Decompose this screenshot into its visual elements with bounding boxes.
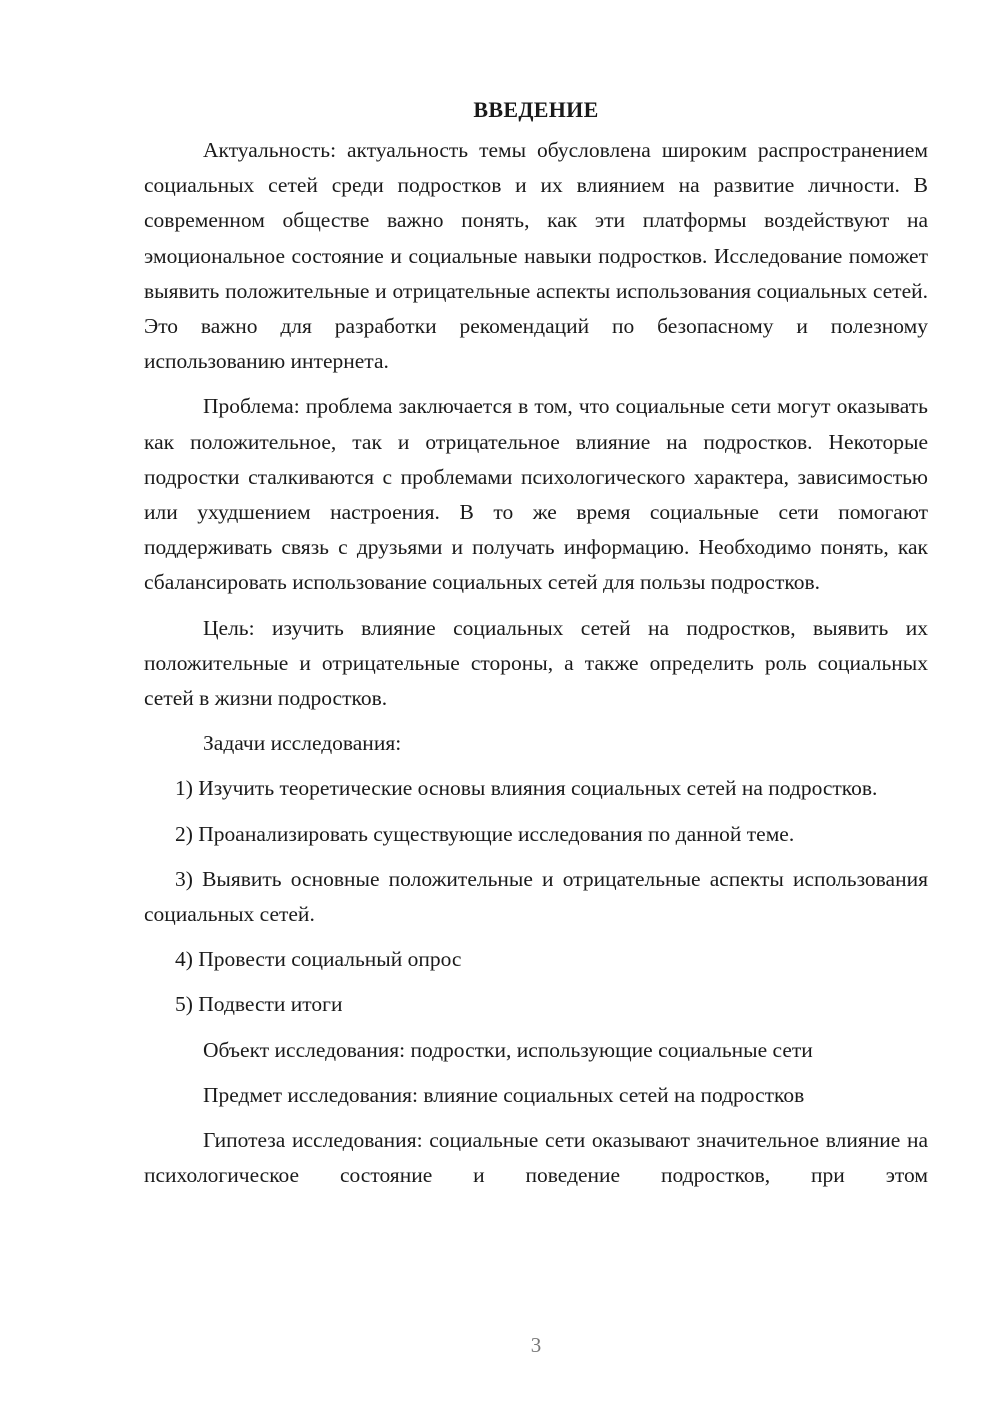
task-item-5: 5) Подвести итоги (175, 992, 343, 1017)
paragraph-goal: Цель: изучить влияние социальных сетей на подростков, выявить их положительные и отрицательные стороны, а также определить роль социальных сетей в жизни подростков. (144, 615, 928, 711)
paragraph-problem: Проблема: проблема заключается в том, что социальные сети могут оказывать как положительное, так и отрицательное влияние на подростков. Некоторые подростки сталкиваются с проблемами психологического характера, зависимостью или ухудшением настроения. В то же время социальные сети помогают поддерживать связь с друзьями и получать информацию. Необходимо понять, как сбалансировать использование социальных сетей для пользы подростков. (144, 394, 928, 595)
task-item-1: 1) Изучить теоретические основы влияния социальных сетей на подростков. (175, 776, 878, 801)
section-title: ВВЕДЕНИЕ (473, 97, 599, 122)
paragraph-relevance: Актуальность: актуальность темы обусловлена широким распространением социальных сетей среди подростков и их влиянием на развитие личности. В современном обществе важно понять, как эти платформы воздействуют на эмоциональное состояние и социальные навыки подростков. Исследование поможет выявить положительные и отрицательные аспекты использования социальных сетей. Это важно для разработки рекомендаций по безопасному и полезному использованию интернета. (144, 138, 928, 374)
task-item-4: 4) Провести социальный опрос (175, 947, 462, 972)
paragraph-subject: Предмет исследования: влияние социальных сетей на подростков (203, 1082, 805, 1107)
page-content (144, 93, 928, 1203)
paragraph-hypothesis: Гипотеза исследования: социальные сети оказывают значительное влияние на психологическое состояние и поведение подростков, при этом (144, 1128, 928, 1188)
page-number: 3 (530, 1333, 542, 1357)
task-item-3: 3) Выявить основные положительные и отрицательные аспекты использования социальных сетей. (144, 866, 928, 927)
paragraph-object: Объект исследования: подростки, использующие социальные сети (203, 1037, 813, 1062)
paragraph-tasks-heading: Задачи исследования: (203, 731, 402, 756)
task-item-2: 2) Проанализировать существующие исследования по данной теме. (175, 821, 795, 846)
